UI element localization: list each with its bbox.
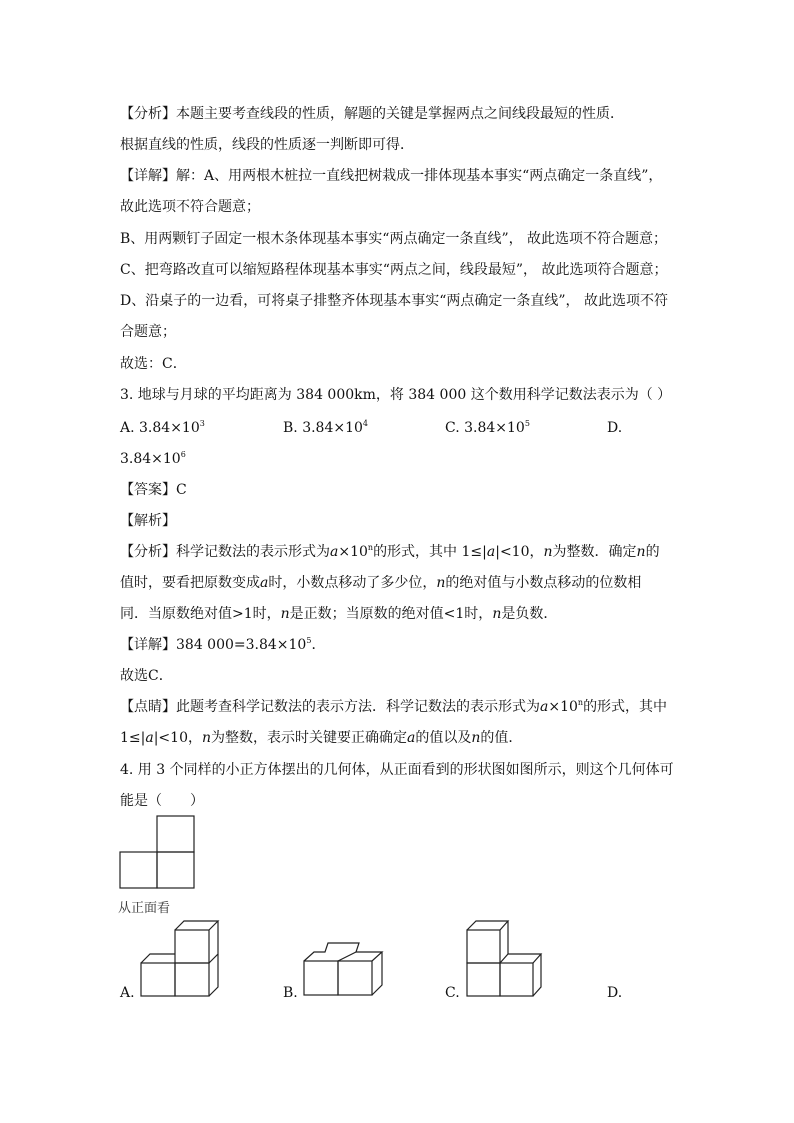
- q3-option-d-value: $3.84\times 10^6$: [120, 450, 186, 467]
- q3-detail-line: 【详解】384 $000=3.84\times 10^5$．: [120, 636, 326, 653]
- detail-line: 故此选项不符合题意；: [120, 199, 260, 215]
- q3-dianjing-line-2: 1≤|a|<10，n为整数，表示时关键要正确确定a的值以及n的值．: [120, 730, 523, 746]
- detail-line: 【详解】解：A、用两根木桩拉一直线把树栽成一排体现基本事实“两点确定一条直线”，: [120, 168, 663, 184]
- front-view-figure: [118, 814, 198, 894]
- option-c-figure: [465, 918, 545, 998]
- detail-line: B、用两颗钉子固定一根木条体现基本事实“两点确定一条直线”， 故此选项不符合题意；: [120, 231, 668, 247]
- analysis-line: 【分析】本题主要考查线段的性质，解题的关键是掌握两点之间线段最短的性质．: [120, 106, 624, 122]
- option-b-figure: [302, 940, 386, 998]
- analysis-line: 根据直线的性质，线段的性质逐一判断即可得．: [120, 137, 414, 153]
- option-a-figure: [138, 918, 222, 998]
- detail-line: C、把弯路改直可以缩短路程体现基本事实“两点之间，线段最短”， 故此选项符合题意；: [120, 262, 668, 278]
- q3-option-a: A. $3.84\times 10^3$: [120, 419, 205, 436]
- detail-line: 合题意；: [120, 324, 176, 340]
- q4-option-d-label: D.: [607, 985, 623, 1001]
- q3-option-c: C. $3.84\times 10^5$: [445, 419, 530, 436]
- q4-option-b-label: B.: [283, 985, 298, 1001]
- jiexi-heading: 【解析】: [120, 513, 176, 529]
- choose-line: 故选：C．: [120, 356, 187, 372]
- answer-line: 【答案】C: [120, 482, 187, 498]
- front-view-caption: 从正面看: [118, 901, 171, 916]
- q3-choose-line: 故选C．: [120, 668, 173, 684]
- q3-dianjing-line-1: 【点睛】此题考查科学记数法的表示方法．科学记数法的表示形式为$a\times 10^n$的形式，其中: [120, 698, 668, 715]
- q3-option-d-label: D.: [607, 420, 623, 436]
- question-3-stem: 3. 地球与月球的平均距离为 384 000km，将 384 000 这个数用科学记数法表示为（ ）: [120, 387, 672, 403]
- q4-option-c-label: C.: [445, 985, 460, 1001]
- q4-option-a-label: A.: [120, 985, 135, 1001]
- question-4-stem-2: 能是（ ）: [120, 793, 204, 809]
- detail-line: D、沿桌子的一边看，可将桌子排整齐体现基本事实“两点确定一条直线”， 故此选项不符: [120, 293, 668, 309]
- q3-option-b: B. $3.84\times 10^4$: [283, 419, 369, 436]
- q3-analysis-line-1: 【分析】科学记数法的表示形式为$a\times 10^n$的形式，其中 1≤|a|<10，n为整数．确定n的: [120, 543, 660, 560]
- question-4-stem-1: 4. 用 3 个同样的小正方体摆出的几何体，从正面看到的形状图如图所示，则这个几何体可: [120, 762, 674, 778]
- q3-analysis-line-2: 值时，要看把原数变成a时，小数点移动了多少位，n的绝对值与小数点移动的位数相: [120, 575, 642, 591]
- q3-analysis-line-3: 同．当原数绝对值>1时，n是正数；当原数的绝对值<1时，n是负数．: [120, 606, 558, 622]
